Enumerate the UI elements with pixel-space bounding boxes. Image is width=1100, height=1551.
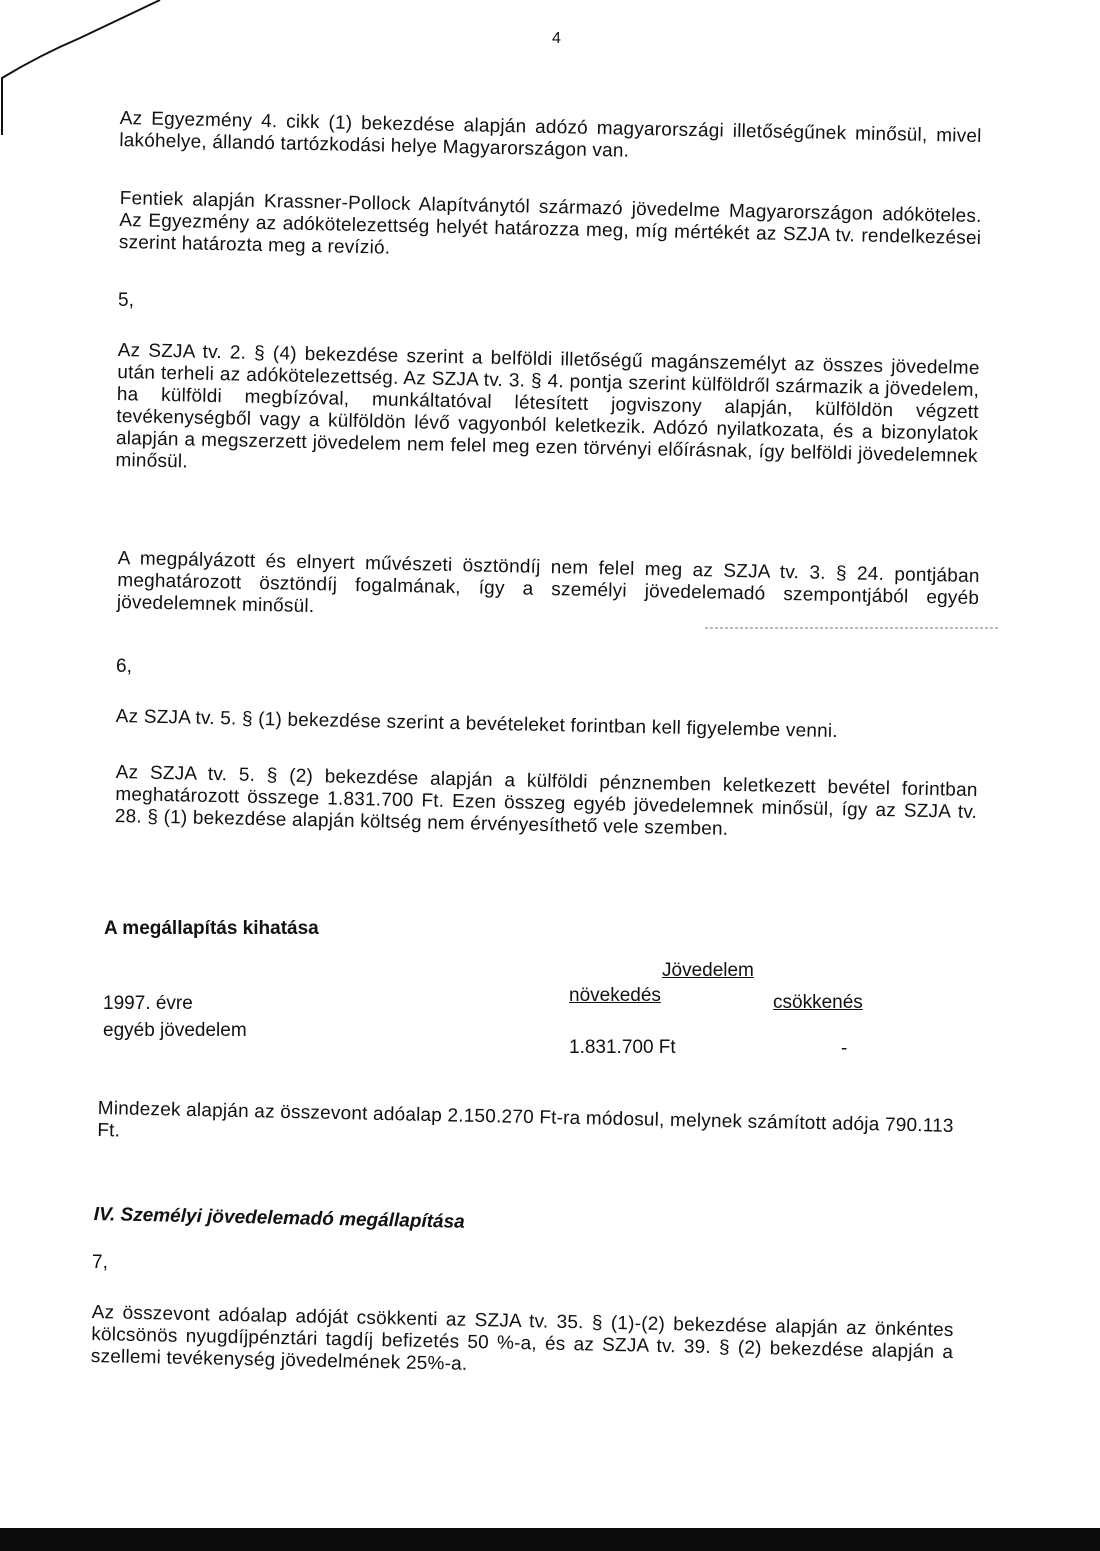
- paragraph-tax-base: [97, 1098, 960, 1160]
- paragraph-text: Mindezek alapján az összevont adóalap 2.150.270 Ft-ra módosul, melynek számított adója 790.113 Ft.: [97, 1098, 954, 1142]
- impact-row-label: egyéb jövedelem: [103, 1020, 247, 1041]
- impact-header-group: Jövedelem: [662, 960, 754, 981]
- paragraph-foreign-income: [115, 340, 980, 490]
- section-number-7: 7,: [92, 1252, 108, 1273]
- paragraph-text: Az SZJA tv. 5. § (1) bekezdése szerint a bevételeket forintban kell figyelembe venni.: [115, 706, 838, 743]
- heading-impact: A megállapítás kihatása: [104, 918, 319, 939]
- paragraph-text: Az SZJA tv. 2. § (4) bekezdése szerint a belföldi illetőségű magánszemélyt az összes jövedelme után terheli az adókötelezettség. Az SZJA tv. 3. § 4. pontja szerint külföldről származik a jövedelem, ha külföldi megbízóval, munkáltatóval létesített jogviszony alapján, külföldön végzett tevékenységből vagy a külföldön lévő vagyonból keletkezik. Adózó nyilatkozata, és a bizonylatok alapján a megszerzett jövedelem nem felel meg ezen törvényi előírásnak, így belföldi jövedelemnek minősül.: [115, 340, 980, 473]
- paragraph-text: Fentiek alapján Krassner-Pollock Alapítványtól származó jövedelme Magyarországon adóköteles. Az Egyezmény az adókötelezettség helyét határozza meg, míg mértékét az SZJA tv. rendelkezései szerint határozta meg a revízió.: [118, 188, 982, 259]
- impact-decrease-value: -: [841, 1038, 848, 1059]
- paragraph-residency: [119, 108, 982, 170]
- paragraph-conversion: [115, 762, 978, 846]
- paragraph-text: Az összevont adóalap adóját csökkenti az SZJA tv. 35. § (1)-(2) bekezdése alapján az önkéntes kölcsönös nyugdíjpénztári tagdíj befizetés 50 %-a, és az SZJA tv. 39. § (2) bekezdése alapján a szellemi tevékenység jövedelmének 25%-a.: [90, 1302, 954, 1375]
- paragraph-taxable: [119, 188, 982, 272]
- paragraph-text: A megpályázott és elnyert művészeti ösztöndíj nem felel meg az SZJA tv. 3. § 24. pontjában meghatározott ösztöndíj fogalmának, így a személyi jövedelemadó szempontjából egyéb jövedelemnek minősül.: [116, 548, 980, 618]
- paragraph-scholarship: [117, 548, 980, 632]
- impact-col-decrease: csökkenés: [773, 992, 863, 1013]
- heading-section-iv: IV. Személyi jövedelemadó megállapítása: [93, 1204, 465, 1233]
- paragraph-deductions: [91, 1302, 954, 1386]
- section-number-5: 5,: [118, 290, 134, 311]
- scan-bottom-edge: [0, 1528, 1100, 1551]
- impact-col-increase: növekedés: [569, 985, 661, 1006]
- impact-year-label: 1997. évre: [103, 993, 193, 1014]
- page-number: 4: [552, 30, 561, 47]
- impact-increase-value: 1.831.700 Ft: [569, 1037, 676, 1058]
- paragraph-text: Az SZJA tv. 5. § (2) bekezdése alapján a külföldi pénznemben keletkezett bevétel forintban meghatározott összege 1.831.700 Ft. Ezen összeg egyéb jövedelemnek minősül, így az SZJA tv. 28. § (1) bekezdése alapján költség nem érvényesíthető vele szemben.: [114, 762, 978, 840]
- paragraph-text: Az Egyezmény 4. cikk (1) bekezdése alapján adózó magyarországi illetőségűnek minősül, mivel lakóhelye, állandó tartózkodási helye Magyarországon van.: [119, 108, 982, 162]
- section-number-6: 6,: [116, 656, 132, 677]
- paragraph-forint: [116, 706, 978, 746]
